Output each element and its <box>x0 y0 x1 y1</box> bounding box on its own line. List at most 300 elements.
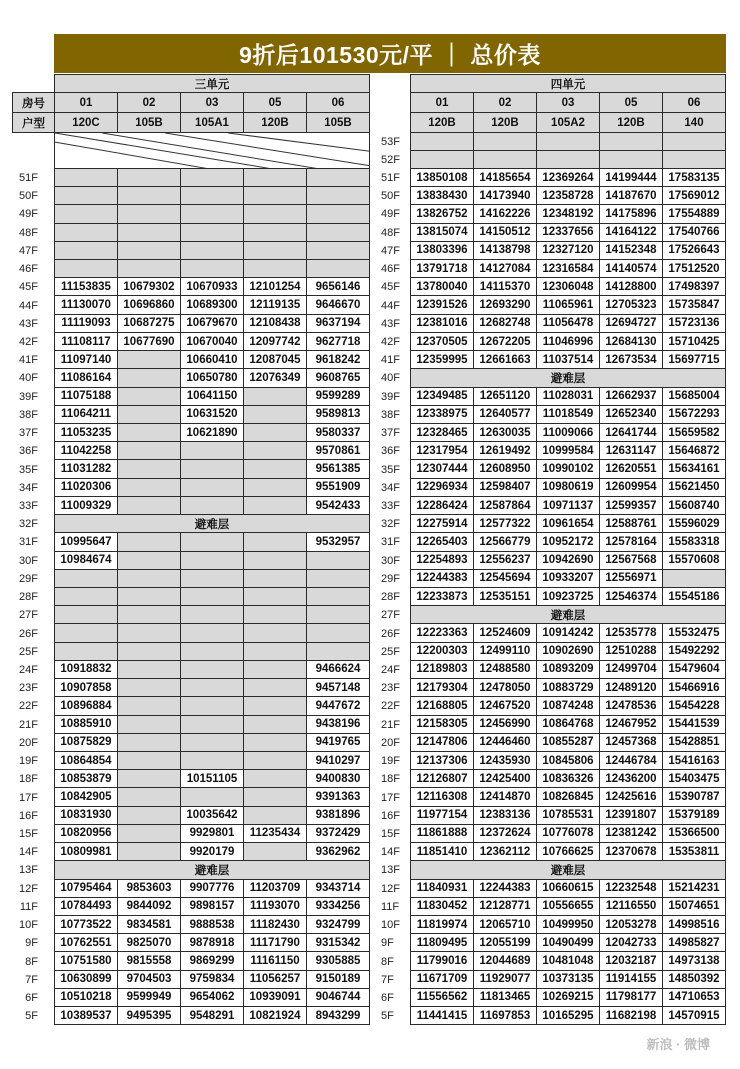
right-price-cell: 12609954 <box>599 478 663 497</box>
right-price-cell: 10893209 <box>536 660 600 679</box>
left-price-cell <box>117 368 181 387</box>
right-price-cell: 12567568 <box>599 551 663 570</box>
left-price-cell <box>180 204 244 223</box>
left-floor-label: 28F <box>19 591 38 604</box>
left-price-cell: 9618242 <box>306 350 370 369</box>
left-price-cell <box>117 459 181 478</box>
left-price-cell <box>243 405 307 424</box>
right-floor-label: 37F <box>381 427 400 440</box>
left-price-cell <box>306 259 370 278</box>
right-price-cell: 12065710 <box>473 915 537 934</box>
left-floor-label: 25F <box>19 645 38 658</box>
right-price-cell: 12316584 <box>536 259 600 278</box>
left-price-cell <box>117 168 181 187</box>
right-price-cell <box>410 132 474 151</box>
left-floor-label: 48F <box>19 226 38 239</box>
left-floor-label: 22F <box>19 700 38 713</box>
left-floor-label: 24F <box>19 663 38 676</box>
left-price-cell <box>243 569 307 588</box>
left-floor-label: 35F <box>19 463 38 476</box>
right-price-cell: 12286424 <box>410 496 474 515</box>
left-price-cell: 12097742 <box>243 332 307 351</box>
right-price-cell: 10923725 <box>536 587 600 606</box>
left-floor-label: 29F <box>19 572 38 585</box>
right-price-cell: 12116550 <box>599 897 663 916</box>
left-price-cell: 9324799 <box>306 915 370 934</box>
right-price-cell: 12608950 <box>473 459 537 478</box>
right-price-cell: 10952172 <box>536 532 600 551</box>
left-price-cell: 9589813 <box>306 405 370 424</box>
left-floor-label: 46F <box>19 263 38 276</box>
left-price-cell: 11086164 <box>54 368 118 387</box>
left-price-cell <box>180 441 244 460</box>
left-price-cell: 11119093 <box>54 314 118 333</box>
left-price-cell <box>243 423 307 442</box>
left-price-cell <box>180 678 244 697</box>
right-price-cell: 12446460 <box>473 733 537 752</box>
right-price-cell: 10373135 <box>536 970 600 989</box>
right-price-cell: 11977154 <box>410 806 474 825</box>
left-floor-label: 14F <box>19 846 38 859</box>
right-price-cell: 17583135 <box>662 168 726 187</box>
right-price-cell: 10766625 <box>536 842 600 861</box>
left-floor-label: 13F <box>19 864 38 877</box>
right-floor-label: 32F <box>381 518 400 531</box>
left-type-3: 120B <box>243 112 307 133</box>
right-price-cell: 12137306 <box>410 751 474 770</box>
left-floor-label: 30F <box>19 554 38 567</box>
left-price-cell <box>180 478 244 497</box>
right-floor-label: 31F <box>381 536 400 549</box>
right-price-cell <box>599 132 663 151</box>
left-floor-label: 34F <box>19 481 38 494</box>
left-price-cell: 10896884 <box>54 696 118 715</box>
left-price-cell <box>117 551 181 570</box>
left-floor-label: 50F <box>19 190 38 203</box>
right-price-cell: 15710425 <box>662 332 726 351</box>
left-room-02: 02 <box>117 92 181 113</box>
left-price-cell <box>117 642 181 661</box>
left-price-cell <box>306 605 370 624</box>
left-price-cell <box>243 223 307 242</box>
left-price-cell: 9419765 <box>306 733 370 752</box>
right-floor-label: 49F <box>381 208 400 221</box>
left-price-cell: 10631520 <box>180 405 244 424</box>
left-price-cell <box>117 824 181 843</box>
left-price-cell: 12076349 <box>243 368 307 387</box>
right-price-cell: 15570608 <box>662 551 726 570</box>
right-floor-label: 34F <box>381 481 400 494</box>
left-price-cell <box>117 350 181 369</box>
left-price-cell <box>54 259 118 278</box>
left-price-cell: 9400830 <box>306 769 370 788</box>
right-price-cell: 12435930 <box>473 751 537 770</box>
left-price-cell <box>117 259 181 278</box>
right-price-cell: 11018549 <box>536 405 600 424</box>
left-price-cell: 9305885 <box>306 951 370 970</box>
right-price-cell: 14128800 <box>599 277 663 296</box>
left-price-cell: 11097140 <box>54 350 118 369</box>
left-price-cell: 10820956 <box>54 824 118 843</box>
right-floor-label: 24F <box>381 663 400 676</box>
left-floor-label: 36F <box>19 445 38 458</box>
left-floor-label: 27F <box>19 609 38 622</box>
right-floor-label: 9F <box>381 937 394 950</box>
right-price-cell: 12359995 <box>410 350 474 369</box>
right-price-cell: 11799016 <box>410 951 474 970</box>
left-price-cell <box>117 751 181 770</box>
right-price-cell: 12168805 <box>410 696 474 715</box>
right-floor-label: 46F <box>381 263 400 276</box>
right-floor-label: 14F <box>381 846 400 859</box>
right-floor-label: 52F <box>381 153 400 166</box>
left-price-cell: 10875829 <box>54 733 118 752</box>
left-price-cell <box>117 405 181 424</box>
right-price-cell: 10999584 <box>536 441 600 460</box>
left-price-cell: 9495395 <box>117 1006 181 1025</box>
left-price-cell <box>243 587 307 606</box>
right-price-cell: 12232548 <box>599 879 663 898</box>
right-floor-label: 11F <box>381 900 400 913</box>
left-price-cell: 9466624 <box>306 660 370 679</box>
left-price-cell: 10853879 <box>54 769 118 788</box>
right-floor-label: 20F <box>381 736 400 749</box>
right-price-cell: 11671709 <box>410 970 474 989</box>
right-price-cell: 12682748 <box>473 314 537 333</box>
right-price-cell: 15634161 <box>662 459 726 478</box>
right-type-1: 120B <box>473 112 537 133</box>
left-price-cell: 11171790 <box>243 933 307 952</box>
right-price-cell: 12223363 <box>410 623 474 642</box>
right-price-cell: 12556971 <box>599 569 663 588</box>
right-price-cell: 12158305 <box>410 715 474 734</box>
right-price-cell: 12179304 <box>410 678 474 697</box>
right-price-cell: 14162226 <box>473 204 537 223</box>
left-price-cell: 9542433 <box>306 496 370 515</box>
right-price-cell: 12383136 <box>473 806 537 825</box>
right-price-cell: 10499950 <box>536 915 600 934</box>
right-price-cell: 12307444 <box>410 459 474 478</box>
left-price-cell: 10885910 <box>54 715 118 734</box>
left-price-cell: 9656146 <box>306 277 370 296</box>
left-price-cell <box>180 715 244 734</box>
left-price-cell <box>117 204 181 223</box>
right-price-cell: 14985827 <box>662 933 726 952</box>
left-price-cell <box>117 678 181 697</box>
right-room-03: 03 <box>536 92 600 113</box>
left-price-cell <box>306 168 370 187</box>
right-price-cell: 11830452 <box>410 897 474 916</box>
left-price-cell <box>180 733 244 752</box>
left-price-cell <box>54 168 118 187</box>
right-price-cell: 12425616 <box>599 787 663 806</box>
right-price-cell: 10785531 <box>536 806 600 825</box>
left-price-cell: 9599289 <box>306 387 370 406</box>
left-floor-label: 39F <box>19 390 38 403</box>
left-price-cell: 11056257 <box>243 970 307 989</box>
right-price-cell: 12673534 <box>599 350 663 369</box>
right-price-cell: 12535778 <box>599 623 663 642</box>
left-price-cell: 10939091 <box>243 988 307 1007</box>
left-floor-label: 11F <box>19 900 38 913</box>
right-price-cell: 11929077 <box>473 970 537 989</box>
left-price-cell <box>243 842 307 861</box>
right-floor-label: 5F <box>381 1010 394 1023</box>
left-price-cell: 12101254 <box>243 277 307 296</box>
left-price-cell: 9046744 <box>306 988 370 1007</box>
left-price-cell: 9447672 <box>306 696 370 715</box>
left-type-2: 105A1 <box>180 112 244 133</box>
left-price-cell <box>306 186 370 205</box>
right-price-cell: 12478050 <box>473 678 537 697</box>
left-price-cell: 11153835 <box>54 277 118 296</box>
right-room-01: 01 <box>410 92 474 113</box>
left-price-cell <box>243 478 307 497</box>
right-price-cell: 17526643 <box>662 241 726 260</box>
left-price-cell: 11031282 <box>54 459 118 478</box>
right-price-cell: 11813465 <box>473 988 537 1007</box>
left-price-cell: 11042258 <box>54 441 118 460</box>
right-price-cell: 12381242 <box>599 824 663 843</box>
right-price-cell: 11556562 <box>410 988 474 1007</box>
left-type-4: 105B <box>306 112 370 133</box>
left-price-cell: 10907858 <box>54 678 118 697</box>
right-price-cell: 12510288 <box>599 642 663 661</box>
right-price-cell: 15545186 <box>662 587 726 606</box>
left-floor-label: 9F <box>25 937 38 950</box>
left-price-cell: 9343714 <box>306 879 370 898</box>
left-price-cell <box>117 532 181 551</box>
left-price-cell <box>117 733 181 752</box>
right-price-cell: 14150512 <box>473 223 537 242</box>
right-price-cell: 12467952 <box>599 715 663 734</box>
left-price-cell: 10821924 <box>243 1006 307 1025</box>
right-price-cell: 14185654 <box>473 168 537 187</box>
right-price-cell: 12488580 <box>473 660 537 679</box>
right-price-cell: 10990102 <box>536 459 600 478</box>
right-price-cell: 14152348 <box>599 241 663 260</box>
right-floor-label: 45F <box>381 281 400 294</box>
right-price-cell: 12128771 <box>473 897 537 916</box>
right-price-cell: 15390787 <box>662 787 726 806</box>
right-floor-label: 10F <box>381 919 400 932</box>
left-floor-label: 20F <box>19 736 38 749</box>
right-price-cell: 10269215 <box>536 988 600 1007</box>
right-price-cell: 12546374 <box>599 587 663 606</box>
left-price-cell <box>54 605 118 624</box>
right-price-cell: 12456990 <box>473 715 537 734</box>
left-price-cell <box>243 642 307 661</box>
left-price-cell <box>180 459 244 478</box>
right-price-cell: 12349485 <box>410 387 474 406</box>
right-price-cell: 12478536 <box>599 696 663 715</box>
left-price-cell: 9315342 <box>306 933 370 952</box>
left-price-cell: 10389537 <box>54 1006 118 1025</box>
left-price-cell: 11182430 <box>243 915 307 934</box>
right-price-cell: 15492292 <box>662 642 726 661</box>
left-price-cell: 10918832 <box>54 660 118 679</box>
left-price-cell <box>243 387 307 406</box>
right-price-cell: 12499704 <box>599 660 663 679</box>
right-floor-label: 13F <box>381 864 400 877</box>
left-price-cell: 11009329 <box>54 496 118 515</box>
right-floor-label: 50F <box>381 190 400 203</box>
left-price-cell: 9929801 <box>180 824 244 843</box>
right-price-cell: 12116308 <box>410 787 474 806</box>
right-price-cell: 12535151 <box>473 587 537 606</box>
right-price-cell: 12693290 <box>473 295 537 314</box>
left-price-cell: 11235434 <box>243 824 307 843</box>
right-price-cell: 12032187 <box>599 951 663 970</box>
left-price-cell: 9599949 <box>117 988 181 1007</box>
right-price-cell: 12189803 <box>410 660 474 679</box>
left-price-cell: 12087045 <box>243 350 307 369</box>
right-floor-label: 53F <box>381 135 400 148</box>
right-floor-label: 29F <box>381 572 400 585</box>
left-floor-label: 15F <box>19 827 38 840</box>
right-price-cell: 10864768 <box>536 715 600 734</box>
right-price-cell: 12337656 <box>536 223 600 242</box>
left-floor-label: 6F <box>25 991 38 1004</box>
right-price-cell <box>410 150 474 169</box>
right-price-cell: 12467520 <box>473 696 537 715</box>
right-floor-label: 7F <box>381 973 394 986</box>
right-price-cell <box>473 132 537 151</box>
right-price-cell: 15697715 <box>662 350 726 369</box>
left-price-cell <box>180 168 244 187</box>
right-floor-label: 42F <box>381 336 400 349</box>
left-price-cell: 9381896 <box>306 806 370 825</box>
left-price-cell: 10687275 <box>117 314 181 333</box>
right-price-cell: 10942690 <box>536 551 600 570</box>
right-price-cell <box>536 132 600 151</box>
left-price-cell: 9878918 <box>180 933 244 952</box>
right-type-4: 140 <box>662 112 726 133</box>
right-price-cell: 10826845 <box>536 787 600 806</box>
right-price-cell: 15428851 <box>662 733 726 752</box>
left-price-cell <box>243 259 307 278</box>
right-price-cell: 12370678 <box>599 842 663 861</box>
left-type-0: 120C <box>54 112 118 133</box>
left-price-cell: 9551909 <box>306 478 370 497</box>
right-price-cell: 12147806 <box>410 733 474 752</box>
left-price-cell: 10795464 <box>54 879 118 898</box>
left-price-cell <box>243 496 307 515</box>
right-price-cell: 10961654 <box>536 514 600 533</box>
right-price-cell: 11914155 <box>599 970 663 989</box>
left-price-cell <box>54 623 118 642</box>
left-price-cell: 9391363 <box>306 787 370 806</box>
right-floor-label: 39F <box>381 390 400 403</box>
left-price-cell: 11064211 <box>54 405 118 424</box>
left-price-cell <box>117 587 181 606</box>
left-price-cell <box>243 551 307 570</box>
right-price-cell: 10490499 <box>536 933 600 952</box>
right-price-cell: 12489120 <box>599 678 663 697</box>
right-price-cell: 12348192 <box>536 204 600 223</box>
left-floor-label: 17F <box>19 791 38 804</box>
left-price-cell <box>180 642 244 661</box>
left-price-cell: 9853603 <box>117 879 181 898</box>
left-price-cell: 9759834 <box>180 970 244 989</box>
right-floor-label: 21F <box>381 718 400 731</box>
right-price-cell: 12577322 <box>473 514 537 533</box>
right-price-cell: 13791718 <box>410 259 474 278</box>
right-price-cell <box>662 150 726 169</box>
right-price-cell: 10874248 <box>536 696 600 715</box>
right-price-cell: 11798177 <box>599 988 663 1007</box>
left-price-cell <box>117 769 181 788</box>
right-price-cell: 17554889 <box>662 204 726 223</box>
right-floor-label: 22F <box>381 700 400 713</box>
left-price-cell: 10762551 <box>54 933 118 952</box>
right-price-cell: 14173940 <box>473 186 537 205</box>
left-price-cell <box>180 259 244 278</box>
left-price-cell <box>180 496 244 515</box>
left-price-cell: 9627718 <box>306 332 370 351</box>
left-price-cell <box>117 241 181 260</box>
left-price-cell: 10984674 <box>54 551 118 570</box>
right-price-cell: 12327120 <box>536 241 600 260</box>
right-price-cell: 14570915 <box>662 1006 726 1025</box>
left-price-cell <box>117 423 181 442</box>
left-price-cell: 10831930 <box>54 806 118 825</box>
right-price-cell: 12338975 <box>410 405 474 424</box>
right-price-cell: 15532475 <box>662 623 726 642</box>
right-price-cell: 12578164 <box>599 532 663 551</box>
right-price-cell: 15074651 <box>662 897 726 916</box>
left-price-cell <box>117 186 181 205</box>
right-price-cell: 12055199 <box>473 933 537 952</box>
right-price-cell: 12499110 <box>473 642 537 661</box>
left-price-cell <box>243 204 307 223</box>
left-refuge-floor: 避难层 <box>54 514 370 533</box>
right-price-cell: 10165295 <box>536 1006 600 1025</box>
left-price-cell <box>117 660 181 679</box>
right-price-cell: 12370505 <box>410 332 474 351</box>
left-price-cell: 9561385 <box>306 459 370 478</box>
right-price-cell: 12652340 <box>599 405 663 424</box>
left-price-cell <box>180 551 244 570</box>
room-number-label: 房号 <box>12 92 55 113</box>
right-price-cell: 17569012 <box>662 186 726 205</box>
left-price-cell <box>117 623 181 642</box>
left-price-cell <box>243 459 307 478</box>
right-refuge-floor: 避难层 <box>410 605 726 624</box>
left-floor-label: 40F <box>19 372 38 385</box>
left-price-cell: 9150189 <box>306 970 370 989</box>
right-price-cell: 10971137 <box>536 496 600 515</box>
right-price-cell: 15659582 <box>662 423 726 442</box>
left-price-cell <box>117 569 181 588</box>
right-price-cell: 17540766 <box>662 223 726 242</box>
right-price-cell: 14175896 <box>599 204 663 223</box>
left-price-cell: 10510218 <box>54 988 118 1007</box>
left-floor-label: 16F <box>19 809 38 822</box>
left-price-cell: 11203709 <box>243 879 307 898</box>
left-room-01: 01 <box>54 92 118 113</box>
right-price-cell: 11809495 <box>410 933 474 952</box>
left-price-cell <box>306 241 370 260</box>
left-price-cell <box>117 787 181 806</box>
right-price-cell: 10481048 <box>536 951 600 970</box>
left-price-cell <box>180 186 244 205</box>
right-price-cell: 12566779 <box>473 532 537 551</box>
left-price-cell <box>243 678 307 697</box>
right-floor-label: 17F <box>381 791 400 804</box>
right-price-cell: 11819974 <box>410 915 474 934</box>
left-price-cell: 10035642 <box>180 806 244 825</box>
